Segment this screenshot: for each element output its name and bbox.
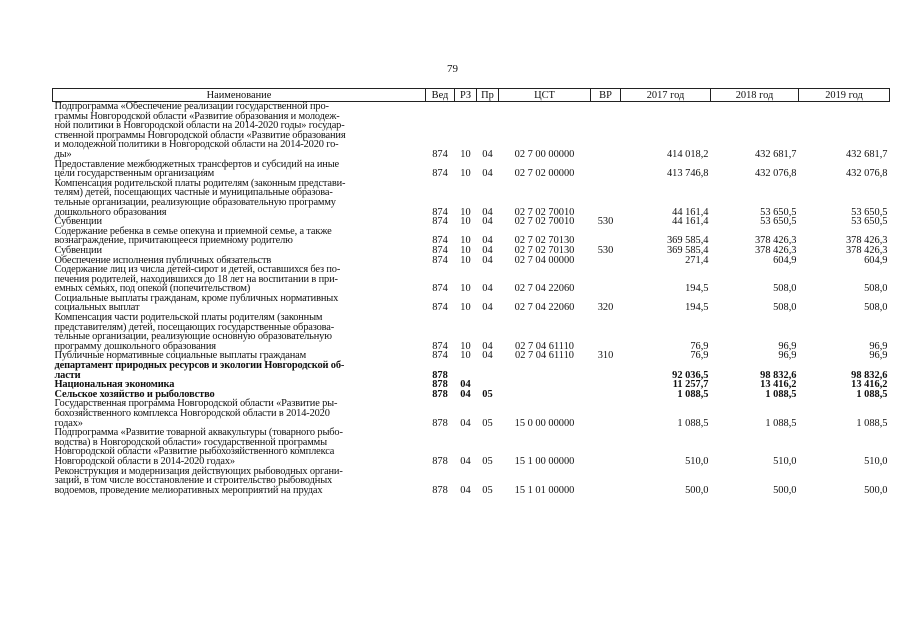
row-cst: 15 1 00 00000 xyxy=(514,455,575,467)
row-rz: 04 xyxy=(460,455,471,467)
budget-table xyxy=(52,88,890,495)
row-cst xyxy=(499,380,591,390)
row-2019: 378 426,3 xyxy=(845,244,888,256)
row-2017: 11 257,7 xyxy=(672,379,709,391)
row-ved: 878 xyxy=(432,388,448,400)
row-vr xyxy=(591,428,621,466)
row-name: Государственная программа Новгородской области «Развитие ры- бохозяйственного комплекса Новгородской области в 2014-2020 годах» xyxy=(54,398,338,429)
row-vr xyxy=(591,313,621,351)
row-2018: 432 681,7 xyxy=(754,148,797,160)
table-row xyxy=(53,179,890,217)
row-vr xyxy=(591,361,621,380)
header-rz: РЗ xyxy=(455,89,477,102)
row-vr xyxy=(591,380,621,390)
header-pr: Пр xyxy=(477,89,499,102)
row-ved: 874 xyxy=(432,254,448,266)
table-row xyxy=(53,361,890,380)
row-2017: 92 036,5 xyxy=(672,369,709,381)
row-name: Социальные выплаты гражданам, кроме публичных нормативных социальных выплат xyxy=(54,292,339,314)
row-cst: 02 7 02 70130 xyxy=(514,235,575,247)
row-2019: 96,9 xyxy=(869,340,888,352)
header-2018: 2018 год xyxy=(711,89,799,102)
row-pr: 05 xyxy=(482,484,493,496)
row-rz: 04 xyxy=(460,388,471,400)
table-row xyxy=(53,428,890,466)
row-ved: 874 xyxy=(432,350,448,362)
row-2019: 1 088,5 xyxy=(856,417,888,429)
row-2019: 378 426,3 xyxy=(845,235,888,247)
header-2017: 2017 год xyxy=(621,89,711,102)
row-pr: 04 xyxy=(482,216,493,228)
row-ved: 878 xyxy=(432,417,448,429)
row-pr: 04 xyxy=(482,302,493,314)
row-name: Содержание ребенка в семье опекуна и приемной семье, а также вознаграждение, причитающееся приемному родителю xyxy=(54,225,332,247)
row-2018: 432 076,8 xyxy=(754,168,797,180)
row-cst: 02 7 02 70010 xyxy=(514,206,575,218)
row-2018: 98 832,6 xyxy=(760,369,797,381)
row-ved: 878 xyxy=(432,455,448,467)
row-vr xyxy=(591,399,621,428)
row-pr: 04 xyxy=(482,283,493,295)
row-2018: 508,0 xyxy=(773,283,797,295)
row-vr xyxy=(591,102,621,160)
table-row xyxy=(53,294,890,313)
row-2017: 369 585,4 xyxy=(666,235,709,247)
row-2019: 604,9 xyxy=(864,254,888,266)
row-2018: 96,9 xyxy=(778,340,797,352)
header-name: Наименование xyxy=(53,89,426,102)
row-pr: 04 xyxy=(482,350,493,362)
row-2018: 1 088,5 xyxy=(765,388,797,400)
row-vr: 530 xyxy=(597,216,614,228)
row-vr xyxy=(591,467,621,496)
row-2018: 378 426,3 xyxy=(754,244,797,256)
row-2019: 510,0 xyxy=(864,455,888,467)
row-rz: 10 xyxy=(460,254,471,266)
row-name: Публичные нормативные социальные выплаты гражданам xyxy=(54,350,307,362)
row-name: Подпрограмма «Обеспечение реализации государственной про- граммы Новгородской области «Развитие образования и молодеж- ной политики в Новгородской области на 2014-2020 годы» государ- ственной программы Новгородской области «Развитие образования и молодежной политики в Новгородской области на 2014-2020 го- ды» xyxy=(54,101,346,160)
table-body xyxy=(53,102,890,496)
row-ved: 874 xyxy=(432,340,448,352)
row-2017: 44 161,4 xyxy=(672,206,709,218)
row-2018: 53 650,5 xyxy=(760,216,797,228)
header-2019: 2019 год xyxy=(799,89,890,102)
row-pr: 04 xyxy=(482,206,493,218)
row-2017: 194,5 xyxy=(685,302,709,314)
row-ved: 874 xyxy=(432,235,448,247)
row-name: Обеспечение исполнения публичных обязательств xyxy=(54,254,272,266)
row-rz: 10 xyxy=(460,235,471,247)
row-name: департамент природных ресурсов и экологии Новгородской об- ласти xyxy=(54,360,345,381)
table-header-row xyxy=(53,89,890,102)
row-pr: 05 xyxy=(482,455,493,467)
row-2019: 1 088,5 xyxy=(856,388,888,400)
row-2019: 98 832,6 xyxy=(851,369,888,381)
row-2019: 508,0 xyxy=(864,283,888,295)
row-name: Национальная экономика xyxy=(54,379,175,391)
row-ved: 874 xyxy=(432,302,448,314)
row-2017: 414 018,2 xyxy=(666,148,709,160)
row-rz: 10 xyxy=(460,244,471,256)
row-rz: 10 xyxy=(460,206,471,218)
row-ved: 878 xyxy=(432,379,448,391)
row-2019: 13 416,2 xyxy=(851,379,888,391)
table-row xyxy=(53,160,890,179)
row-2019: 432 681,7 xyxy=(845,148,888,160)
row-2017: 1 088,5 xyxy=(677,388,709,400)
row-cst: 15 0 00 00000 xyxy=(514,417,575,429)
row-cst: 02 7 00 00000 xyxy=(514,148,575,160)
row-rz: 10 xyxy=(460,350,471,362)
row-pr: 04 xyxy=(482,168,493,180)
table-row xyxy=(53,313,890,351)
row-cst: 02 7 02 70130 xyxy=(514,244,575,256)
row-2019: 96,9 xyxy=(869,350,888,362)
row-name: Субвенции xyxy=(54,244,102,256)
row-pr: 04 xyxy=(482,340,493,352)
row-2018: 53 650,5 xyxy=(760,206,797,218)
table-row xyxy=(53,227,890,246)
row-name: Подпрограмма «Развитие товарной аквакультуры (товарного рыбо- водства) в Новгородской области» государственной программы Новгородской области «Развитие рыбохозяйственного комплекса Новгородской области в 2014-2020 годах» xyxy=(54,427,343,467)
row-ved: 878 xyxy=(432,369,448,381)
row-2017: 500,0 xyxy=(685,484,709,496)
row-cst xyxy=(499,390,591,400)
row-vr xyxy=(591,256,621,266)
row-rz: 10 xyxy=(460,148,471,160)
row-cst xyxy=(499,361,591,380)
row-pr: 05 xyxy=(482,417,493,429)
row-name: Субвенции xyxy=(54,216,102,228)
row-2018: 378 426,3 xyxy=(754,235,797,247)
table-row xyxy=(53,467,890,496)
table-row xyxy=(53,102,890,160)
table-row xyxy=(53,265,890,294)
row-2018: 604,9 xyxy=(773,254,797,266)
row-2019: 508,0 xyxy=(864,302,888,314)
row-2017: 413 746,8 xyxy=(666,168,709,180)
row-rz: 10 xyxy=(460,168,471,180)
table-row xyxy=(53,399,890,428)
row-ved: 874 xyxy=(432,244,448,256)
row-pr: 04 xyxy=(482,235,493,247)
row-2018: 13 416,2 xyxy=(760,379,797,391)
row-2018: 508,0 xyxy=(773,302,797,314)
row-rz: 10 xyxy=(460,216,471,228)
row-cst: 02 7 02 70010 xyxy=(514,216,575,228)
row-rz: 10 xyxy=(460,302,471,314)
row-2017: 44 161,4 xyxy=(672,216,709,228)
row-vr xyxy=(591,179,621,217)
row-vr xyxy=(591,160,621,179)
row-ved: 878 xyxy=(432,484,448,496)
page-number: 79 xyxy=(447,63,458,75)
row-2019: 500,0 xyxy=(864,484,888,496)
row-ved: 874 xyxy=(432,148,448,160)
row-name: Реконструкция и модернизация действующих рыбоводных органи- заций, в том числе восстановление и строительство рыбоводных водоемов, проведение мелиоративных мероприятий на прудах xyxy=(54,465,343,496)
row-ved: 874 xyxy=(432,283,448,295)
row-2017: 369 585,4 xyxy=(666,244,709,256)
row-2017: 76,9 xyxy=(690,340,709,352)
row-2017: 510,0 xyxy=(685,455,709,467)
row-2017: 271,4 xyxy=(685,254,709,266)
row-rz: 10 xyxy=(460,340,471,352)
row-cst: 15 1 01 00000 xyxy=(514,484,575,496)
row-2019: 432 076,8 xyxy=(845,168,888,180)
row-cst: 02 7 04 00000 xyxy=(514,254,575,266)
row-rz: 04 xyxy=(460,417,471,429)
row-ved: 874 xyxy=(432,168,448,180)
row-name: Сельское хозяйство и рыболовство xyxy=(54,388,215,400)
row-cst: 02 7 04 22060 xyxy=(514,283,575,295)
row-pr: 05 xyxy=(482,388,493,400)
row-ved: 874 xyxy=(432,206,448,218)
row-name: Предоставление межбюджетных трансфертов и субсидий на иные цели государственным организациям xyxy=(54,158,339,180)
row-rz: 10 xyxy=(460,283,471,295)
row-2017: 194,5 xyxy=(685,283,709,295)
row-vr xyxy=(591,227,621,246)
row-rz: 04 xyxy=(460,484,471,496)
row-ved: 874 xyxy=(432,216,448,228)
row-pr: 04 xyxy=(482,244,493,256)
row-vr: 320 xyxy=(597,302,614,314)
row-2018: 96,9 xyxy=(778,350,797,362)
row-pr: 04 xyxy=(482,254,493,266)
row-cst: 02 7 04 22060 xyxy=(514,302,575,314)
row-vr: 310 xyxy=(597,350,614,362)
row-vr: 530 xyxy=(597,244,614,256)
header-cst: ЦСТ xyxy=(499,89,591,102)
header-ved: Вед xyxy=(426,89,455,102)
row-2017: 76,9 xyxy=(690,350,709,362)
row-2017: 1 088,5 xyxy=(677,417,709,429)
row-2018: 500,0 xyxy=(773,484,797,496)
row-2018: 1 088,5 xyxy=(765,417,797,429)
row-2019: 53 650,5 xyxy=(851,216,888,228)
row-rz xyxy=(455,361,477,380)
row-name: Компенсация родительской платы родителям (законным представи- телям) детей, посещающих частные и муниципальные образова- тельные организации, реализующие образовательную программу дошкольного образования xyxy=(54,177,346,218)
row-2019: 53 650,5 xyxy=(851,206,888,218)
row-2018: 510,0 xyxy=(773,455,797,467)
row-pr xyxy=(477,361,499,380)
row-cst: 02 7 04 61110 xyxy=(515,340,574,352)
row-name: Компенсация части родительской платы родителям (законным представителям) детей, посещающих государственные образова- тельные организации, реализующие основную образовательную программу дошкольного образования xyxy=(54,312,335,352)
row-vr xyxy=(591,390,621,400)
row-rz: 04 xyxy=(460,379,471,391)
header-vr: ВР xyxy=(591,89,621,102)
row-pr: 04 xyxy=(482,148,493,160)
row-name: Содержание лиц из числа детей-сирот и детей, оставшихся без по- печения родителей, находившихся до 18 лет на воспитании в при- емных семьях, под опекой (попечительством) xyxy=(54,264,341,295)
row-cst: 02 7 04 61110 xyxy=(515,350,574,362)
row-cst: 02 7 02 00000 xyxy=(514,168,575,180)
row-vr xyxy=(591,265,621,294)
